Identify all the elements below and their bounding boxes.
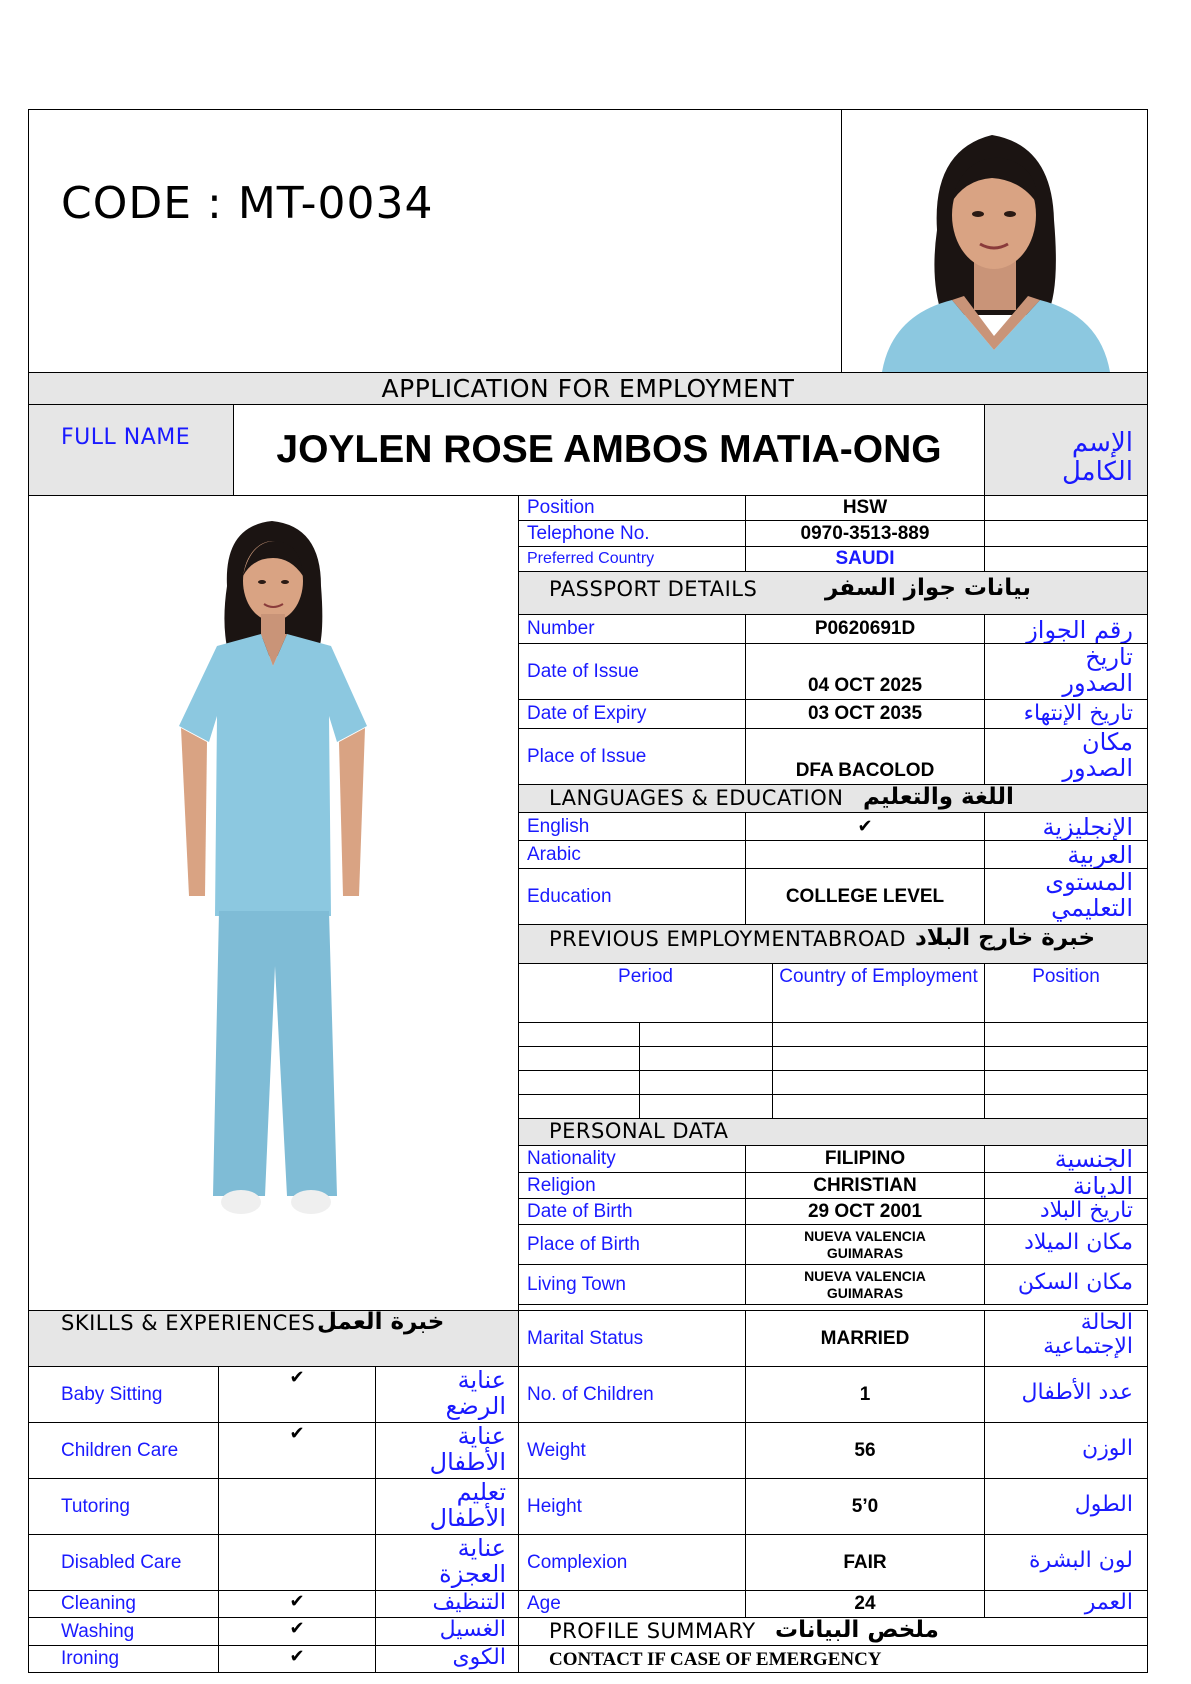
nationality-value: FILIPINO xyxy=(745,1145,985,1173)
place-of-issue-arabic-cell xyxy=(984,728,1148,785)
employment-row-1-c xyxy=(772,1022,985,1047)
full-body-photo xyxy=(29,496,518,1310)
preferred-country-arabic-cell xyxy=(984,546,1148,572)
education-arabic: المستوى التعليمي xyxy=(1045,868,1133,923)
employment-row-3-a xyxy=(518,1070,640,1095)
telephone-value: 0970-3513-889 xyxy=(745,520,985,547)
employment-row-1-b xyxy=(639,1022,773,1047)
full-name-arabic: الإسم الكامل xyxy=(1061,428,1133,487)
religion-arabic: الديانة xyxy=(1072,1172,1133,1200)
passport-header-label: PASSPORT DETAILS xyxy=(549,577,758,601)
skill-disabled-care-check xyxy=(218,1534,376,1591)
employment-row-2-a xyxy=(518,1046,640,1071)
place-of-issue-value: DFA BACOLOD xyxy=(795,760,935,781)
full-name-arabic-cell xyxy=(984,404,1148,496)
living-town-value: NUEVA VALENCIA GUIMARAS xyxy=(745,1264,985,1305)
telephone-label: Telephone No. xyxy=(518,520,746,547)
height-arabic-cell xyxy=(984,1478,1148,1535)
living-town-label: Living Town xyxy=(518,1264,746,1305)
passport-header-arabic: بيانات جواز السفر xyxy=(825,575,1031,601)
skill-baby-sitting-arabic: عناية الرضع xyxy=(445,1366,506,1421)
telephone-arabic-cell xyxy=(984,520,1148,547)
col-period-label: Period xyxy=(618,966,673,987)
emergency-contact-row xyxy=(518,1645,1148,1673)
form-title: APPLICATION FOR EMPLOYMENT xyxy=(28,372,1148,405)
weight-value: 56 xyxy=(745,1422,985,1479)
date-of-expiry-arabic: تاريخ الإنتهاء xyxy=(1023,701,1133,726)
date-of-expiry-arabic-cell xyxy=(984,699,1148,729)
skill-washing-arabic-cell xyxy=(375,1617,519,1646)
position-label: Position xyxy=(518,495,746,521)
skill-ironing-arabic: الكوى xyxy=(452,1645,506,1670)
place-of-birth-arabic-cell xyxy=(984,1224,1148,1265)
education-arabic-cell xyxy=(984,868,1148,925)
col-position-label: Position xyxy=(1032,966,1100,987)
headshot-box xyxy=(841,109,1148,373)
skill-tutoring-arabic-cell xyxy=(375,1478,519,1535)
passport-number-arabic: رقم الجواز xyxy=(1026,616,1133,644)
skill-tutoring-label: Tutoring xyxy=(28,1478,219,1535)
age-arabic-cell xyxy=(984,1590,1148,1618)
profile-summary-header xyxy=(518,1617,1148,1646)
complexion-value: FAIR xyxy=(745,1534,985,1591)
skill-children-care-arabic-cell xyxy=(375,1422,519,1479)
place-of-birth-label: Place of Birth xyxy=(518,1224,746,1265)
employment-row-4-d xyxy=(984,1094,1148,1119)
marital-status-value: MARRIED xyxy=(745,1310,985,1367)
complexion-label: Complexion xyxy=(518,1534,746,1591)
preferred-country-label: Preferred Country xyxy=(518,546,746,572)
age-value: 24 xyxy=(745,1590,985,1618)
col-country xyxy=(772,963,985,1023)
preferred-country-value: SAUDI xyxy=(745,546,985,572)
date-of-issue-arabic: تاريخ الصدور xyxy=(1062,643,1133,698)
col-position xyxy=(984,963,1148,1023)
height-label: Height xyxy=(518,1478,746,1535)
height-arabic: الطول xyxy=(1074,1492,1133,1517)
full-body-photo-box xyxy=(28,495,519,1311)
headshot-photo xyxy=(842,110,1147,372)
full-name-cell xyxy=(233,404,985,496)
nationality-arabic-cell xyxy=(984,1145,1148,1173)
employment-row-1-a xyxy=(518,1022,640,1047)
employment-row-2-d xyxy=(984,1046,1148,1071)
employment-row-4-a xyxy=(518,1094,640,1119)
education-value: COLLEGE LEVEL xyxy=(745,868,985,925)
skill-disabled-care-arabic-cell xyxy=(375,1534,519,1591)
english-check: ✔ xyxy=(745,812,985,841)
religion-label: Religion xyxy=(518,1172,746,1199)
passport-number-label: Number xyxy=(518,614,746,644)
date-of-birth-arabic-cell xyxy=(984,1198,1148,1225)
skill-children-care-label: Children Care xyxy=(28,1422,219,1479)
languages-header xyxy=(518,784,1148,813)
skill-children-care-arabic: عناية الأطفال xyxy=(429,1422,506,1477)
complexion-arabic-cell xyxy=(984,1534,1148,1591)
code-box xyxy=(28,109,842,373)
personal-data-header-label: PERSONAL DATA xyxy=(549,1119,729,1143)
skill-tutoring-arabic: تعليم الأطفال xyxy=(429,1478,506,1533)
english-arabic-cell xyxy=(984,812,1148,841)
place-of-issue-arabic: مكان الصدور xyxy=(1062,728,1133,783)
religion-value: CHRISTIAN xyxy=(745,1172,985,1199)
weight-arabic: الوزن xyxy=(1082,1436,1133,1461)
passport-number-arabic-cell xyxy=(984,614,1148,644)
place-of-birth-arabic: مكان الميلاد xyxy=(1024,1230,1133,1255)
children-arabic: عدد الأطفال xyxy=(1021,1380,1133,1405)
passport-header xyxy=(518,571,1148,615)
previous-employment-header-arabic: خبرة خارج البلاد xyxy=(915,925,1096,951)
skill-ironing-arabic-cell xyxy=(375,1645,519,1673)
skill-tutoring-check xyxy=(218,1478,376,1535)
date-of-issue-cell xyxy=(745,643,985,700)
employment-row-3-d xyxy=(984,1070,1148,1095)
skill-washing-check: ✔ xyxy=(218,1617,376,1646)
date-of-issue-arabic-cell xyxy=(984,643,1148,700)
skill-washing-label: Washing xyxy=(28,1617,219,1646)
profile-summary-arabic: ملخص البيانات xyxy=(775,1617,939,1643)
children-value: 1 xyxy=(745,1366,985,1423)
arabic-arabic-cell xyxy=(984,840,1148,869)
skill-disabled-care-arabic: عناية العجزة xyxy=(439,1534,506,1589)
skill-baby-sitting-arabic-cell xyxy=(375,1366,519,1423)
date-of-issue-value: 04 OCT 2025 xyxy=(807,675,923,696)
children-label: No. of Children xyxy=(518,1366,746,1423)
english-arabic: الإنجليزية xyxy=(1042,813,1133,841)
skill-children-care-check: ✔ xyxy=(218,1422,376,1479)
date-of-expiry-label: Date of Expiry xyxy=(518,699,746,729)
skill-baby-sitting-check: ✔ xyxy=(218,1366,376,1423)
skill-disabled-care-label: Disabled Care xyxy=(28,1534,219,1591)
col-period xyxy=(518,963,773,1023)
employment-row-2-c xyxy=(772,1046,985,1071)
employment-row-4-c xyxy=(772,1094,985,1119)
living-town-arabic: مكان السكن xyxy=(1017,1270,1133,1295)
nationality-arabic: الجنسية xyxy=(1054,1145,1133,1173)
weight-label: Weight xyxy=(518,1422,746,1479)
employment-row-1-d xyxy=(984,1022,1148,1047)
english-label: English xyxy=(518,812,746,841)
place-of-birth-value: NUEVA VALENCIA GUIMARAS xyxy=(745,1224,985,1265)
arabic-label: Arabic xyxy=(518,840,746,869)
skills-header-label: SKILLS & EXPERIENCES xyxy=(61,1311,316,1335)
skill-cleaning-arabic: التنظيف xyxy=(432,1590,506,1615)
marital-status-arabic-cell xyxy=(984,1310,1148,1367)
full-name-label-cell xyxy=(28,404,234,496)
position-value: HSW xyxy=(745,495,985,521)
employment-row-3-b xyxy=(639,1070,773,1095)
marital-status-arabic: الحالة الإجتماعية xyxy=(1043,1310,1133,1360)
skill-washing-arabic: الغسيل xyxy=(439,1617,506,1642)
employment-row-2-b xyxy=(639,1046,773,1071)
marital-status-label: Marital Status xyxy=(518,1310,746,1367)
date-of-issue-label: Date of Issue xyxy=(518,643,746,700)
date-of-expiry-value: 03 OCT 2035 xyxy=(745,699,985,729)
age-label: Age xyxy=(518,1590,746,1618)
previous-employment-header-label: PREVIOUS EMPLOYMENTABROAD xyxy=(549,927,907,951)
skill-cleaning-label: Cleaning xyxy=(28,1590,219,1618)
languages-header-label: LANGUAGES & EDUCATION xyxy=(549,786,844,810)
col-country-label: Country of Employment xyxy=(779,966,978,987)
passport-number-value: P0620691D xyxy=(745,614,985,644)
previous-employment-header xyxy=(518,924,1148,964)
full-name-value: JOYLEN ROSE AMBOS MATIA-ONG xyxy=(276,428,942,471)
full-name-label: FULL NAME xyxy=(61,425,191,450)
complexion-arabic: لون البشرة xyxy=(1029,1548,1133,1573)
arabic-arabic: العربية xyxy=(1067,841,1133,869)
children-arabic-cell xyxy=(984,1366,1148,1423)
personal-data-header xyxy=(518,1118,1148,1146)
place-of-issue-label: Place of Issue xyxy=(518,728,746,785)
emergency-contact-label: CONTACT IF CASE OF EMERGENCY xyxy=(549,1649,882,1670)
living-town-arabic-cell xyxy=(984,1264,1148,1305)
religion-arabic-cell xyxy=(984,1172,1148,1199)
weight-arabic-cell xyxy=(984,1422,1148,1479)
profile-summary-label: PROFILE SUMMARY xyxy=(549,1619,756,1643)
height-value: 5’0 xyxy=(745,1478,985,1535)
skill-cleaning-arabic-cell xyxy=(375,1590,519,1618)
skills-header xyxy=(28,1310,519,1367)
education-label: Education xyxy=(518,868,746,925)
languages-header-arabic: اللغة والتعليم xyxy=(863,784,1014,810)
place-of-issue-cell xyxy=(745,728,985,785)
skills-header-arabic: خبرة العمل xyxy=(317,1309,445,1335)
nationality-label: Nationality xyxy=(518,1145,746,1173)
employment-row-3-c xyxy=(772,1070,985,1095)
date-of-birth-value: 29 OCT 2001 xyxy=(745,1198,985,1225)
skill-baby-sitting-label: Baby Sitting xyxy=(28,1366,219,1423)
position-arabic-cell xyxy=(984,495,1148,521)
applicant-code: CODE : MT-0034 xyxy=(61,178,434,229)
date-of-birth-label: Date of Birth xyxy=(518,1198,746,1225)
arabic-check xyxy=(745,840,985,869)
age-arabic: العمر xyxy=(1084,1590,1133,1615)
skill-cleaning-check: ✔ xyxy=(218,1590,376,1618)
date-of-birth-arabic: تاريخ البلاد xyxy=(1039,1198,1133,1223)
skill-ironing-label: Ironing xyxy=(28,1645,219,1673)
skill-ironing-check: ✔ xyxy=(218,1645,376,1673)
employment-row-4-b xyxy=(639,1094,773,1119)
